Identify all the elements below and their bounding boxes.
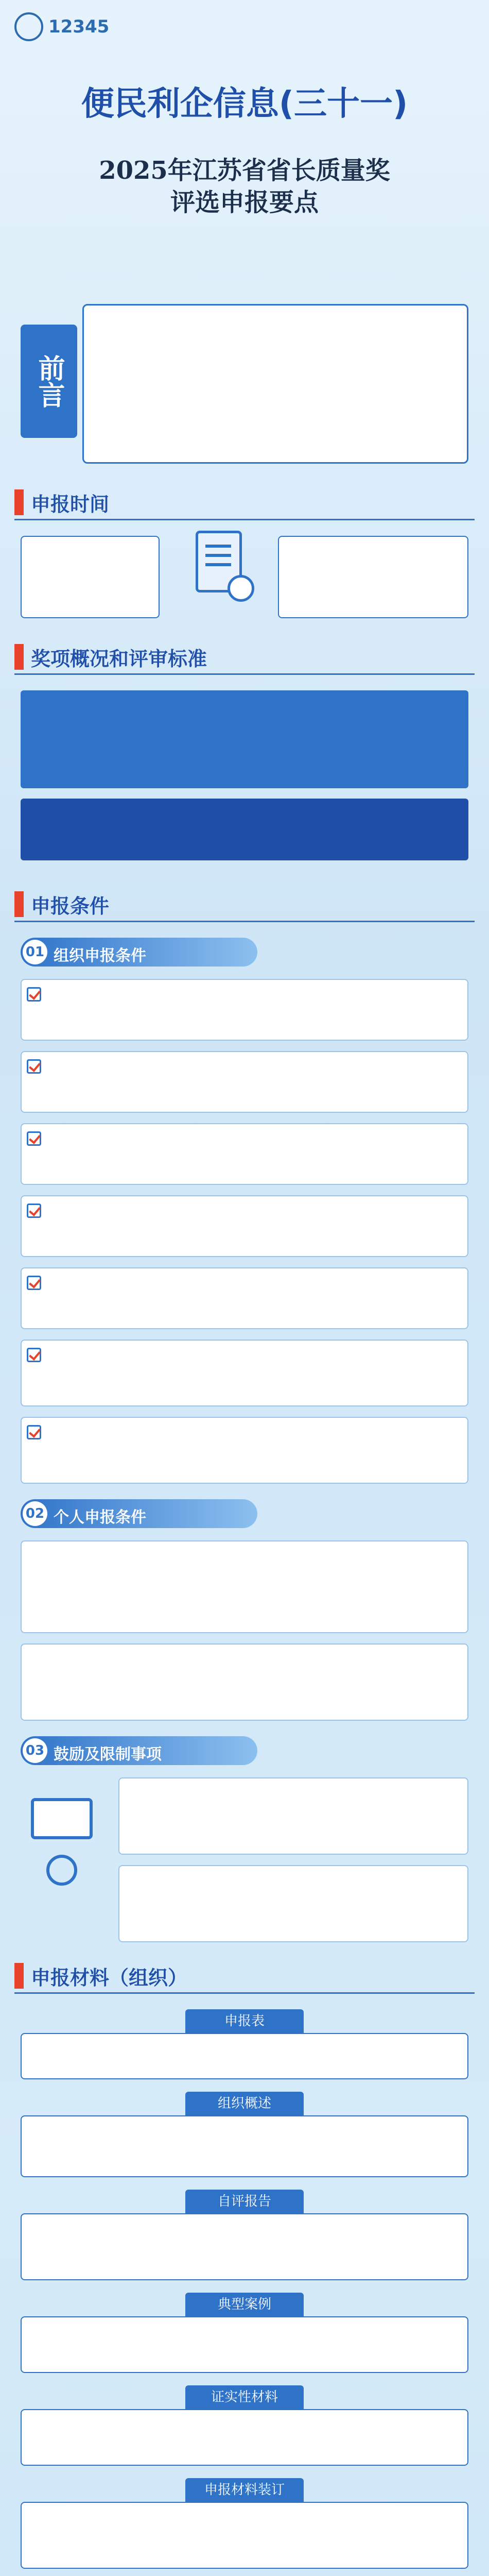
material-body <box>21 2033 468 2079</box>
person-condition-1 <box>21 1540 468 1633</box>
section-materials-org-header <box>14 1958 475 1994</box>
section-overview-header <box>14 639 475 675</box>
check-icon <box>27 1276 41 1290</box>
subhead-title: 鼓励及限制事项 <box>54 1745 162 1764</box>
section-marker <box>14 644 24 670</box>
section-divider <box>14 1992 475 1994</box>
logo <box>14 12 109 41</box>
org-condition-4 <box>21 1195 468 1257</box>
section-divider <box>14 673 475 675</box>
overview-block-2 <box>21 799 468 860</box>
material-body <box>21 2115 468 2177</box>
check-icon <box>27 1348 41 1362</box>
section-marker <box>14 891 24 917</box>
sub-title <box>0 155 489 219</box>
intro-body <box>82 304 468 464</box>
material-head: 证实性材料 <box>185 2385 304 2409</box>
subhead-number: 03 <box>23 1738 47 1763</box>
intro-label: 前言 <box>21 325 77 438</box>
check-icon <box>27 987 41 1002</box>
person-condition-2 <box>21 1643 468 1721</box>
logo-text: 12345 <box>48 16 110 37</box>
material-body <box>21 2502 468 2569</box>
material-body <box>21 2316 468 2373</box>
time-left-box <box>21 536 160 618</box>
section-title: 申报时间 <box>31 493 110 516</box>
main-title: 便民利企信息(三十一) <box>81 85 408 123</box>
material-head: 组织概述 <box>185 2092 304 2115</box>
time-right-box <box>278 536 468 618</box>
check-icon <box>27 1204 41 1218</box>
section-marker <box>14 489 24 515</box>
org-condition-2 <box>21 1051 468 1113</box>
org-condition-5 <box>21 1267 468 1329</box>
subhead-title: 组织申报条件 <box>54 947 146 965</box>
org-condition-6 <box>21 1340 468 1406</box>
subhead-number: 01 <box>23 940 47 964</box>
section-time-header <box>14 484 475 520</box>
org-condition-1 <box>21 979 468 1041</box>
overview-block-1 <box>21 690 468 788</box>
subhead-person <box>21 1499 257 1528</box>
org-condition-7 <box>21 1417 468 1484</box>
section-title: 申报条件 <box>31 895 110 918</box>
material-body <box>21 2409 468 2466</box>
logo-mark-icon <box>14 12 43 41</box>
material-head: 申报表 <box>185 2009 304 2033</box>
section-divider <box>14 519 475 520</box>
section-title: 申报材料（组织） <box>31 1967 188 1989</box>
material-head: 典型案例 <box>185 2293 304 2316</box>
section-title: 奖项概况和评审标准 <box>31 648 207 670</box>
sub-title-line2: 评选申报要点 <box>170 188 319 217</box>
org-condition-3 <box>21 1123 468 1185</box>
material-head: 申报材料装订 <box>185 2478 304 2502</box>
subhead-title: 个人申报条件 <box>54 1509 146 1527</box>
limit-item-1 <box>118 1777 468 1855</box>
intro-section <box>21 304 468 464</box>
check-icon <box>27 1059 41 1074</box>
subhead-limits <box>21 1736 257 1765</box>
limit-item-2 <box>118 1865 468 1942</box>
material-head: 自评报告 <box>185 2190 304 2213</box>
subhead-org <box>21 938 257 967</box>
check-icon <box>27 1131 41 1146</box>
section-marker <box>14 1963 24 1989</box>
document-seal-icon <box>185 526 263 618</box>
limits-illustration-icon <box>21 1783 108 1901</box>
material-body <box>21 2213 468 2280</box>
sub-title-line1: 2025年江苏省省长质量奖 <box>99 156 390 185</box>
section-conditions-header <box>14 886 475 922</box>
section-divider <box>14 921 475 922</box>
check-icon <box>27 1425 41 1439</box>
subhead-number: 02 <box>23 1501 47 1526</box>
